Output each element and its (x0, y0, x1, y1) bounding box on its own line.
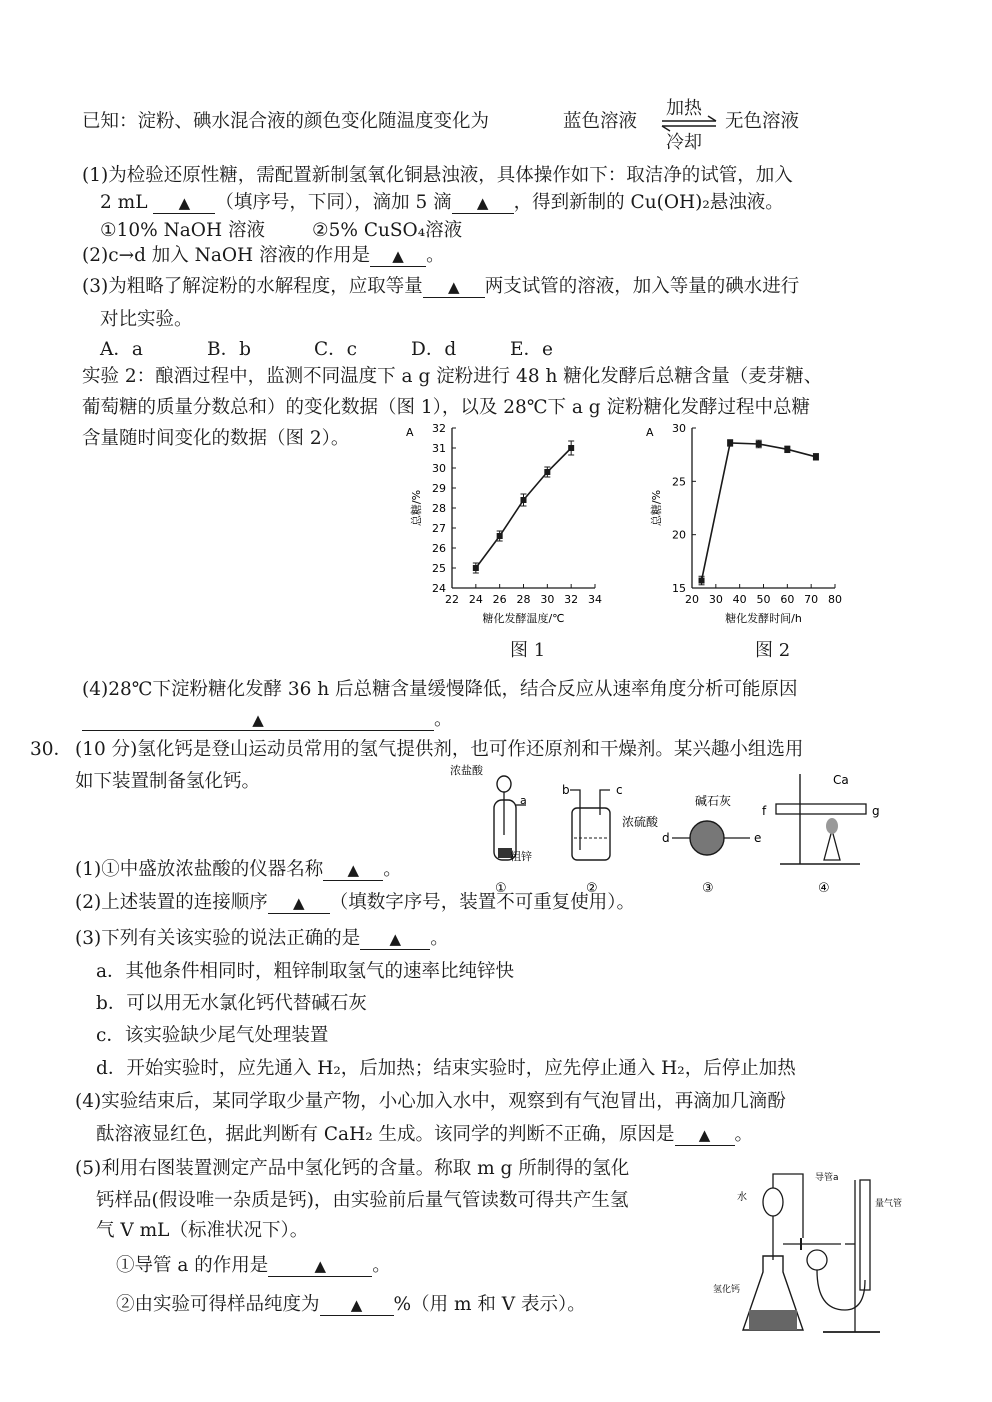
data-point (544, 469, 550, 475)
label-num3: ③ (702, 881, 714, 896)
x-tick-label: 24 (468, 593, 483, 606)
label-soda-lime: 碱石灰 (695, 794, 732, 808)
x-tick-label: 40 (732, 593, 747, 606)
label-water: 水 (737, 1192, 747, 1203)
y-tick-label: 20 (672, 528, 686, 542)
q3-line2: 对比实验。 (100, 309, 193, 330)
series-line (702, 443, 816, 581)
exp2-line2: 葡萄糖的质量分数总和）的变化数据（图 1），以及 28℃下 a g 淀粉糖化发酵过程中总糖 (82, 397, 811, 418)
label-b: b (562, 783, 570, 797)
known-right: 无色溶液 (725, 111, 800, 132)
label-f: f (762, 804, 767, 818)
q30-s4-end: 。 (734, 1124, 754, 1145)
q30-s2 (75, 891, 635, 915)
apparatus-2 (562, 783, 659, 896)
answer-blank[interactable] (452, 193, 514, 214)
x-axis-label: 糖化发酵温度/℃ (482, 612, 565, 625)
y-tick-label: 31 (432, 442, 446, 455)
q30-s5-sub2-end: %（用 m 和 V 表示）。 (393, 1294, 586, 1315)
triangle-mark: ▲ (252, 711, 264, 729)
label-num2: ② (586, 881, 598, 896)
x-tick-label: 60 (780, 593, 795, 606)
data-point (727, 440, 733, 446)
q3-option-a: A．a (100, 339, 143, 360)
triangle-mark: ▲ (350, 1296, 363, 1314)
y-tick-label: 26 (432, 542, 446, 555)
data-point (568, 445, 574, 451)
answer-blank[interactable] (323, 860, 383, 881)
q2-text: (2)c→d 加入 NaOH 溶液的作用是 (82, 245, 371, 266)
answer-blank[interactable] (268, 1256, 372, 1277)
label-conc-hcl: 浓盐酸 (450, 764, 483, 777)
q30-s3-text: (3)下列有关该实验的说法正确的是 (75, 928, 361, 949)
data-point (497, 533, 503, 539)
y-axis-label: 总糖/% (410, 489, 423, 527)
data-point (756, 441, 762, 447)
q30-line2: 如下装置制备氢化钙。 (75, 771, 261, 792)
x-tick-label: 34 (588, 593, 602, 606)
figure-2-caption: 图 2 (755, 640, 791, 661)
q3-line1b: 两支试管的溶液，加入等量的碘水进行 (484, 276, 800, 297)
y-tick-label: 30 (672, 422, 686, 435)
q30-s3 (75, 927, 449, 951)
q30-s4-text: 酞溶液显红色，据此判断有 CaH₂ 生成。该同学的判断不正确，原因是 (96, 1124, 675, 1145)
label-num4: ④ (818, 881, 830, 896)
label-tube-a: 导管a (815, 1173, 839, 1183)
label-num1: ① (495, 881, 507, 896)
x-tick-label: 26 (492, 593, 507, 606)
reversible-arrow (660, 94, 720, 152)
q30-s4-line1: (4)实验结束后，某同学取少量产物，小心加入水中，观察到有气泡冒出，再滴加几滴酚 (75, 1091, 786, 1112)
label-e: e (754, 831, 762, 845)
label-g: g (872, 804, 880, 818)
y-tick-label: 29 (432, 482, 446, 495)
answer-blank[interactable] (370, 246, 426, 267)
q30-s3-end: 。 (430, 928, 449, 949)
x-tick-label: 32 (564, 593, 579, 606)
figure-1-caption: 图 1 (510, 640, 546, 661)
q30-s4-line2 (96, 1123, 753, 1147)
axis-letter: A (406, 426, 414, 439)
q30-number: 30． (30, 739, 73, 760)
triangle-mark: ▲ (178, 194, 191, 212)
answer-blank[interactable] (423, 277, 485, 298)
q30-s5-sub1-text: ①导管 a 的作用是 (116, 1255, 269, 1276)
q30-s5-line1: (5)利用右图装置测定产品中氢化钙的含量。称取 m g 所制得的氢化 (75, 1158, 630, 1179)
q30-s2-end: （填数字序号，装置不可重复使用）。 (329, 892, 635, 913)
q30-s3-option-b: b．可以用无水氯化钙代替碱石灰 (96, 993, 367, 1014)
q1-line1: (1)为检验还原性糖，需配置新制氢氧化铜悬浊液，具体操作如下：取洁净的试管，加入 (82, 165, 793, 186)
triangle-mark: ▲ (292, 894, 305, 912)
q4-line2 (82, 708, 453, 732)
q1-opt1: ①10% NaOH 溶液 (100, 220, 265, 241)
apparatus-figure (440, 760, 890, 900)
answer-blank[interactable] (268, 893, 330, 914)
answer-blank[interactable] (320, 1295, 394, 1316)
q1-line2-end: ，得到新制的 Cu(OH)₂悬浊液。 (513, 192, 784, 213)
y-tick-label: 27 (432, 522, 446, 535)
data-point (699, 578, 705, 584)
triangle-mark: ▲ (447, 278, 460, 296)
apparatus-4 (762, 773, 880, 896)
label-d: d (662, 831, 670, 845)
q30-s5-line2: 钙样品(假设唯一杂质是钙)，由实验前后量气管读数可得共产生氢 (96, 1190, 629, 1211)
exp2-line1: 实验 2：酿酒过程中，监测不同温度下 a g 淀粉进行 48 h 糖化发酵后总糖含量（麦芽糖、 (82, 366, 823, 387)
q3-line1 (82, 275, 799, 299)
known-left: 蓝色溶液 (563, 111, 638, 132)
q30-s1-end: 。 (383, 859, 402, 880)
q30-s5-sub1-end: 。 (372, 1255, 391, 1276)
x-tick-label: 70 (804, 593, 819, 606)
data-point (521, 497, 527, 503)
answer-blank[interactable] (675, 1125, 735, 1146)
label-gas-burette: 量气管 (875, 1199, 903, 1209)
q30-s1 (75, 858, 402, 882)
q30-s1-text: (1)①中盛放浓盐酸的仪器名称 (75, 859, 324, 880)
q3-option-b: B．b (207, 339, 251, 360)
arrow-top-label: 加热 (666, 98, 702, 119)
q4-line1: (4)28℃下淀粉糖化发酵 36 h 后总糖含量缓慢降低，结合反应从速率角度分析可能原因 (82, 679, 798, 700)
answer-blank[interactable] (153, 193, 215, 214)
answer-blank[interactable] (82, 710, 434, 731)
chart-figure-1 (400, 418, 610, 630)
q1-line2-mid: （填序号，下同），滴加 5 滴 (215, 192, 452, 213)
q30-s3-option-a: a．其他条件相同时，粗锌制取氢气的速率比纯锌快 (96, 961, 515, 982)
x-tick-label: 30 (540, 593, 555, 606)
series-line (476, 448, 571, 568)
y-tick-label: 30 (432, 462, 446, 475)
x-tick-label: 20 (685, 593, 699, 606)
x-tick-label: 28 (516, 593, 531, 606)
y-axis-label: 总糖/% (650, 489, 663, 527)
q30-s5-line3: 气 V mL（标准状况下）。 (96, 1220, 309, 1241)
apparatus-1 (450, 763, 532, 896)
q3-option-d: D．d (411, 339, 457, 360)
gas-measurement-figure (705, 1160, 925, 1340)
q30-line1: (10 分)氢化钙是登山运动员常用的氢气提供剂，也可作还原剂和干燥剂。某兴趣小组选用 (75, 739, 804, 760)
q30-s5-sub2-text: ②由实验可得样品纯度为 (116, 1294, 320, 1315)
q30-s3-option-d: d．开始实验时，应先通入 H₂，后加热；结束实验时，应先停止通入 H₂，后停止加热 (96, 1058, 796, 1079)
triangle-mark: ▲ (347, 861, 359, 879)
answer-blank[interactable] (360, 929, 430, 950)
q30-s5-sub1 (116, 1254, 391, 1278)
y-tick-label: 25 (672, 475, 686, 489)
label-zinc: 粗锌 (510, 850, 532, 863)
axis-letter: A (646, 426, 654, 439)
q1-line2 (100, 191, 784, 215)
label-ca: Ca (833, 773, 849, 787)
triangle-mark: ▲ (476, 194, 489, 212)
label-sample: 氢化钙 (713, 1285, 741, 1295)
q30-s3-option-c: c．该实验缺少尾气处理装置 (96, 1025, 329, 1046)
triangle-mark: ▲ (698, 1126, 711, 1144)
known-prefix-text: 已知：淀粉、碘水混合液的颜色变化随温度变化为 (82, 111, 490, 132)
x-axis-label: 糖化发酵时间/h (725, 612, 802, 625)
arrow-bottom-label: 冷却 (666, 132, 702, 153)
y-tick-label: 24 (432, 582, 446, 595)
data-point (784, 446, 790, 452)
x-tick-label: 50 (756, 593, 771, 606)
data-point (473, 565, 479, 571)
x-tick-label: 30 (708, 593, 723, 606)
x-tick-label: 22 (445, 593, 459, 606)
data-point (813, 454, 819, 460)
q2-line (82, 244, 445, 268)
chart-figure-2 (640, 418, 850, 630)
triangle-mark: ▲ (389, 930, 401, 948)
known-prefix (82, 110, 489, 134)
triangle-mark: ▲ (392, 247, 404, 265)
q3-option-e: E．e (510, 339, 553, 360)
q1-volume: 2 mL (100, 192, 148, 213)
y-tick-label: 32 (432, 422, 446, 435)
y-tick-label: 15 (672, 582, 686, 595)
q3-line1a: (3)为粗略了解淀粉的水解程度，应取等量 (82, 276, 423, 297)
q2-end: 。 (426, 245, 445, 266)
triangle-mark: ▲ (314, 1257, 327, 1275)
q30-s2-text: (2)上述装置的连接顺序 (75, 892, 268, 913)
label-conc-acid: 浓硫酸 (622, 815, 659, 829)
q3-option-c: C．c (314, 339, 358, 360)
q1-opt2: ②5% CuSO₄溶液 (312, 220, 463, 241)
q4-end: 。 (434, 709, 453, 730)
label-a: a (520, 794, 527, 807)
apparatus-3 (662, 793, 761, 896)
label-c: c (616, 783, 623, 797)
x-tick-label: 80 (828, 593, 842, 606)
exp2-line3: 含量随时间变化的数据（图 2）。 (82, 428, 350, 449)
y-tick-label: 28 (432, 502, 446, 515)
y-tick-label: 25 (432, 562, 446, 575)
q30-s5-sub2 (116, 1293, 586, 1317)
